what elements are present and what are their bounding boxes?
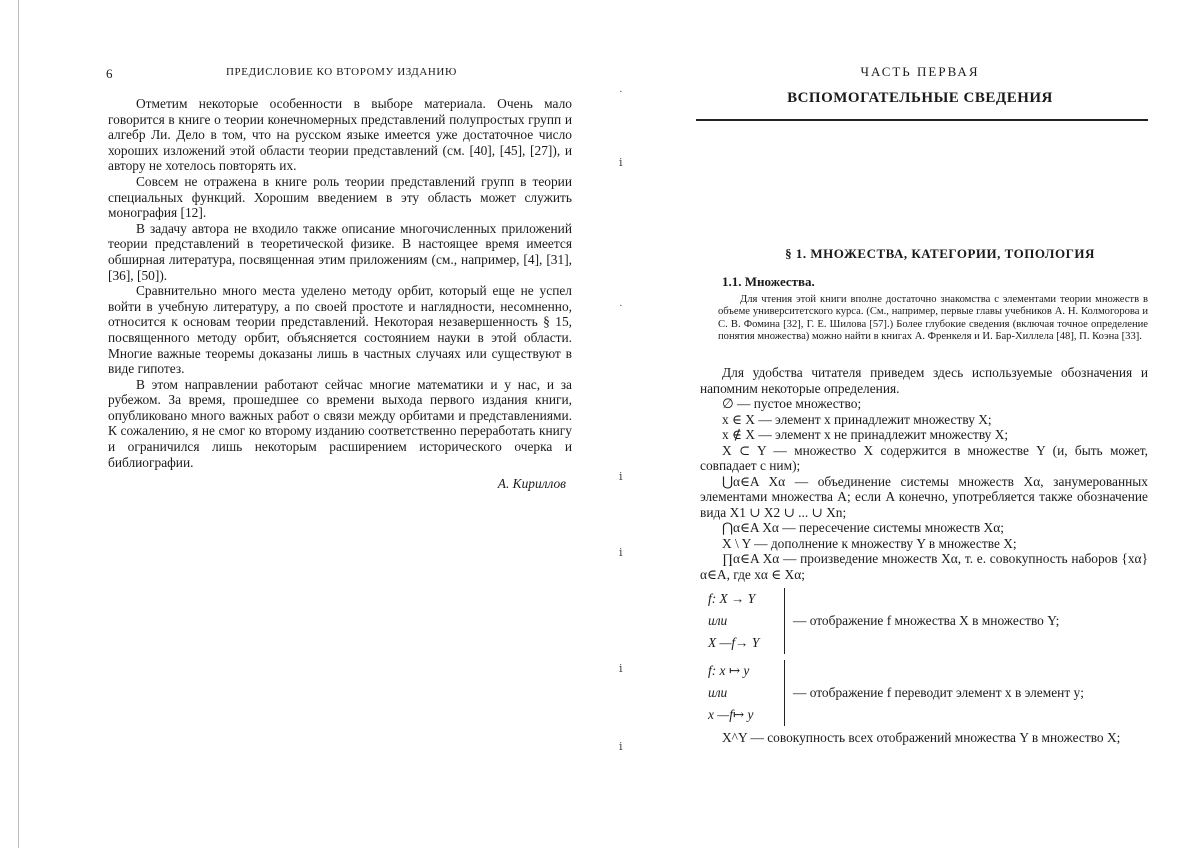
- subsection-title: 1.1. Множества.: [722, 274, 815, 289]
- paragraph: Сравнительно много места уделено методу орбит, который еще не успел войти в учебную литературу, а по своей простоте и наглядности, несомненно, относится к основам теории представлений. Некоторая незавершенность § 15, посвященного методу орбит, объясняется состоянием науки в этой области. Многие важные теоремы доказаны лишь в частных случаях или существуют в виде гипотез.: [108, 283, 572, 377]
- section-title: § 1. МНОЖЕСТВА, КАТЕГОРИИ, ТОПОЛОГИЯ: [785, 246, 1095, 261]
- page-number: 6: [106, 66, 114, 81]
- body-line: X ⊂ Y — множество X содержится в множестве Y (и, быть может, совпадает с ним);: [700, 442, 1148, 473]
- notation-list: [700, 365, 1148, 746]
- body-line: ∏α∈A Xα — произведение множеств Xα, т. е. совокупность наборов {xα}α∈A, где xα ∈ Xα;: [700, 551, 1148, 582]
- brace-description: — отображение f переводит элемент x в элемент y;: [793, 685, 1084, 701]
- brace-lines: [708, 660, 785, 726]
- body-line: ⋃α∈A Xα — объединение системы множеств Xα, занумерованных элементами множества A; если A конечно, употребляется также обозначение вида X1 ∪ X2 ∪ ... ∪ Xn;: [700, 473, 1148, 520]
- element-mapping-block: [708, 660, 1148, 726]
- author-signature: А. Кириллов: [497, 476, 566, 492]
- brace-lines: [708, 588, 785, 654]
- body-line: Для удобства читателя приведем здесь используемые обозначения и напомним некоторые определения.: [700, 365, 1148, 396]
- gutter-marks: · ⅰ · ⅰ ⅰ ⅰ ⅰ: [619, 86, 623, 753]
- notation-line: f: x ↦ y: [708, 663, 750, 678]
- body-line: x ∉ X — элемент x не принадлежит множеству X;: [722, 427, 1009, 442]
- paragraph: В этом направлении работают сейчас многие математики и у нас, и за рубежом. За время, прошедшее со времени выхода первого издания книги, опубликовано много важных работ о связи между орбитами и представлениями. К сожалению, я не смог ко второму изданию соответственно переработать книгу и ограничился лишь некоторым расширением исторического очерка и библиографии.: [108, 376, 572, 470]
- body-line: ⋂α∈A Xα — пересечение системы множеств Xα;: [722, 520, 1004, 535]
- notation-line: или: [708, 685, 728, 700]
- preface-text: [108, 96, 572, 492]
- notation-line: или: [708, 613, 728, 628]
- notation-line: X —f→ Y: [708, 635, 760, 650]
- part-label: ЧАСТЬ ПЕРВАЯ: [860, 64, 980, 79]
- part-title: ВСПОМОГАТЕЛЬНЫЕ СВЕДЕНИЯ: [787, 90, 1053, 106]
- paragraph: Совсем не отражена в книге роль теории представлений групп в теории специальных функций. Хорошим введением в эту область может служить монография [12].: [108, 173, 572, 221]
- notation-line: f: X → Y: [708, 591, 756, 606]
- body-line: X^Y — совокупность всех отображений множества Y в множество X;: [722, 730, 1121, 745]
- intro-note: Для чтения этой книги вполне достаточно знакомства с элементами теории множеств в объеме университетского курса. (См., например, первые главы учебников А. Н. Колмогорова и С. В. Фомина [32], Г. Е. Шилова [57].) Более глубокие сведения (включая точное определение понятия множества) можно найти в книгах А. Френкеля и И. Бар-Хиллела [48], П. Коэна [33].: [718, 294, 1148, 343]
- paragraph: В задачу автора не входило также описание многочисленных приложений теории представлений в теоретической физике. В настоящее время имеется обширная литература, посвященная этим приложениям (см., например, [4], [31], [36], [50]).: [108, 220, 572, 283]
- mapping-notation-block: [708, 588, 1148, 654]
- brace-description: — отображение f множества X в множество Y;: [793, 613, 1060, 629]
- notation-line: x —f↦ y: [708, 707, 754, 722]
- paragraph: Отметим некоторые особенности в выборе материала. Очень мало говорится в книге о теории конечномерных представлений полупростых групп и алгебр Ли. Дело в том, что на русском языке имеется уже достаточное число хороших изложений этой области теории представлений (см. [40], [45], [27]), и автору не хотелось повторять их.: [108, 96, 572, 174]
- scan-edge-line: [18, 0, 19, 848]
- running-title: ПРЕДИСЛОВИЕ КО ВТОРОМУ ИЗДАНИЮ: [226, 66, 457, 78]
- title-rule: [696, 119, 1148, 121]
- body-line: ∅ — пустое множество;: [722, 396, 862, 411]
- body-line: X \ Y — дополнение к множеству Y в множестве X;: [722, 535, 1017, 551]
- body-line: x ∈ X — элемент x принадлежит множеству X;: [722, 411, 992, 427]
